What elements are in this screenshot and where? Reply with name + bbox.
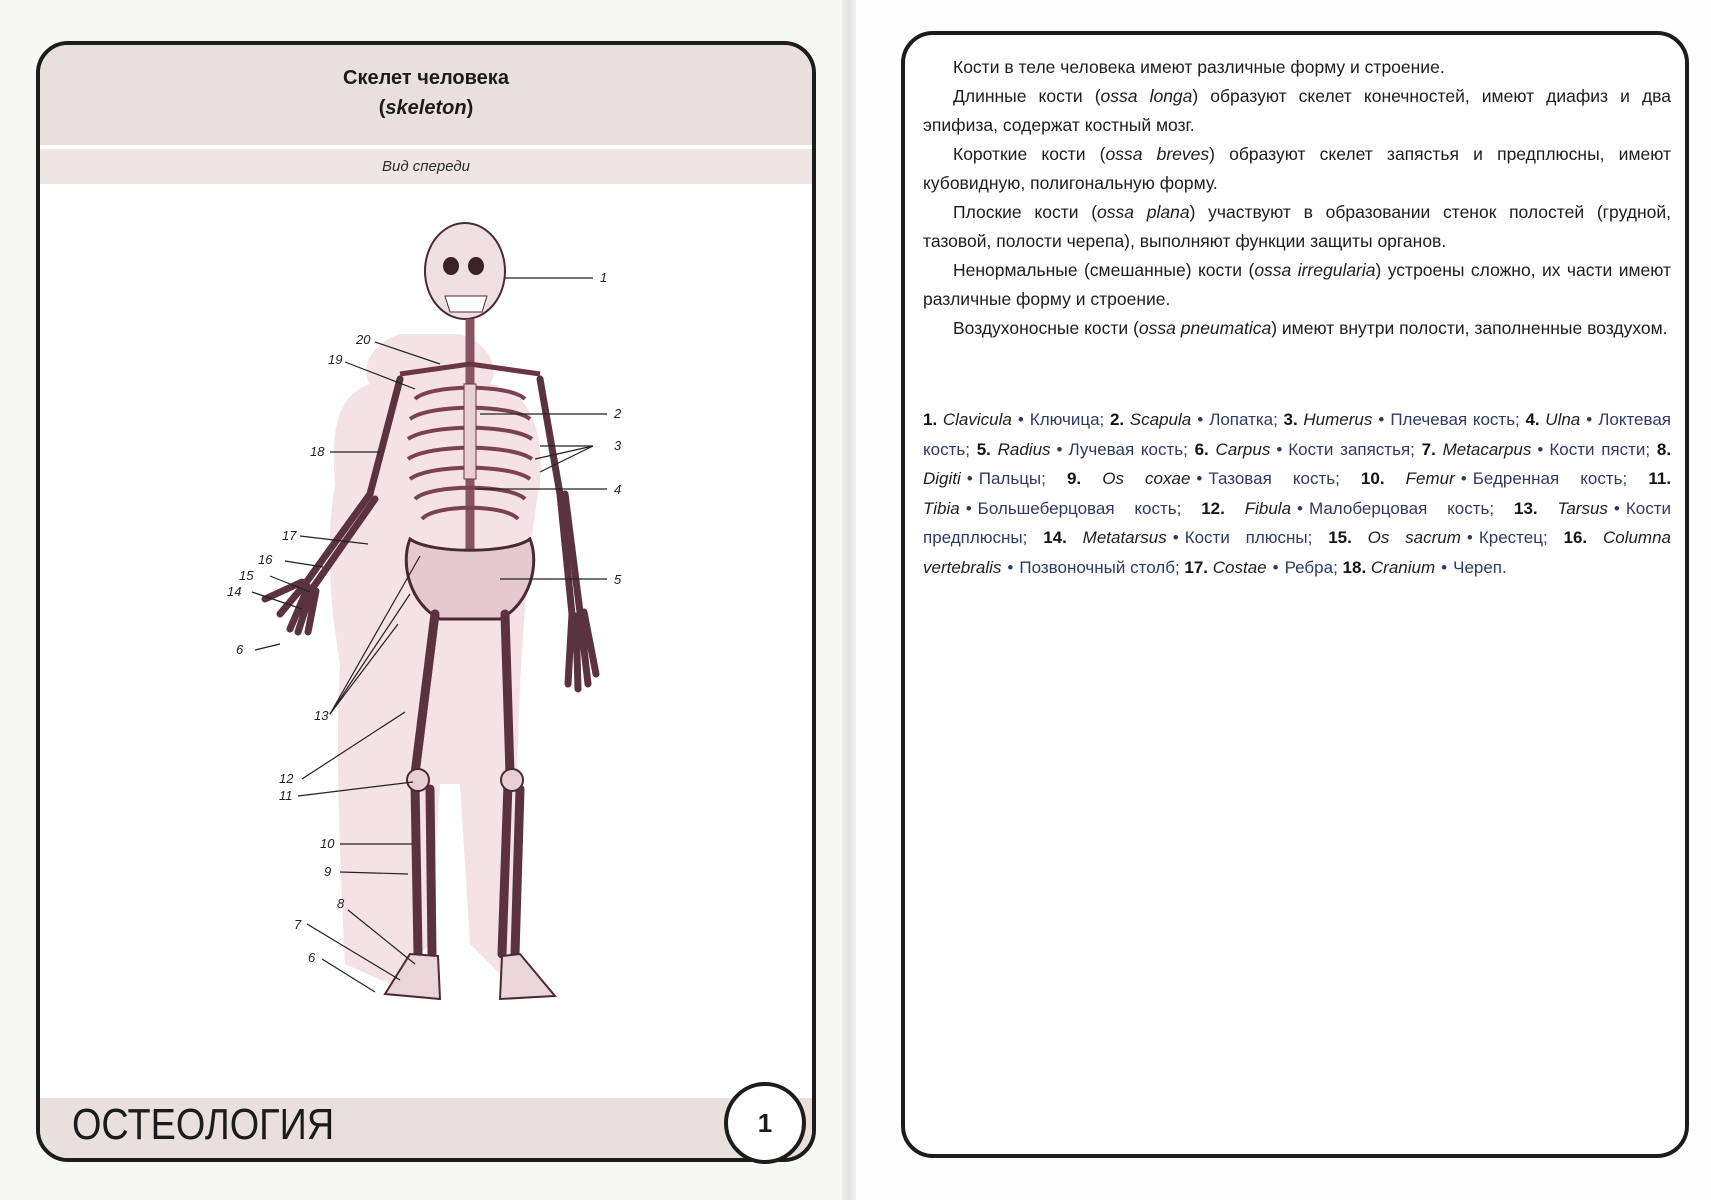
bullet-separator: • <box>965 498 972 518</box>
legend-latin: Os coxae <box>1102 469 1191 488</box>
legend-latin: Humerus <box>1303 410 1373 429</box>
paragraph-text: ) участвуют в образовании стенок полостей (грудной, тазовой, полости черепа), выполняют функции защиты органов. <box>923 202 1671 251</box>
paragraph-text: Ненормальные (смешанные) кости ( <box>953 260 1255 280</box>
fig-label: 12 <box>279 771 294 786</box>
legend-russian: Череп. <box>1453 557 1507 577</box>
legend-number: 2. <box>1109 410 1130 429</box>
legend-russian: Бедренная кость <box>1472 469 1623 488</box>
legend-item <box>1422 440 1646 459</box>
legend-item <box>1343 558 1507 577</box>
card-latin-title: (skeleton) <box>378 97 474 119</box>
bullet-separator: • <box>1196 469 1203 488</box>
legend-latin: Fibula <box>1244 498 1292 518</box>
bullet-separator: • <box>966 469 973 488</box>
legend-latin: Tibia <box>923 498 960 518</box>
legend-russian: Крестец <box>1478 528 1543 547</box>
paragraph-text: Плоские кости ( <box>953 202 1098 222</box>
legend-delimiter: ; <box>1174 557 1185 577</box>
fig-label: 15 <box>239 568 254 583</box>
book-gutter <box>842 0 856 1200</box>
bullet-separator: • <box>1466 528 1473 547</box>
legend-latin: Femur <box>1405 469 1455 488</box>
legend-number: 13. <box>1514 498 1558 518</box>
paragraph-text: Воздухоносные кости ( <box>953 318 1139 338</box>
section-footer <box>40 1098 812 1158</box>
fig-label: 16 <box>258 552 273 567</box>
fig-label: 17 <box>282 528 297 543</box>
legend-number: 12. <box>1201 498 1245 518</box>
legend-number: 7. <box>1421 439 1443 459</box>
legend-russian: Кости плюсны <box>1184 528 1308 547</box>
paragraph-text: ) образуют скелет запястья и предплюсны, имеют кубовидную, полигональную форму. <box>923 144 1671 193</box>
latin-term: ossa pneumatica <box>1138 318 1272 338</box>
legend-latin: Scapula <box>1129 410 1192 429</box>
paragraph-text: ) образуют скелет конечностей, имеют диафиз и два эпифиза, содержат костный мозг. <box>923 86 1671 135</box>
legend-russian: Большеберцовая кость <box>977 498 1177 518</box>
bullet-separator: • <box>1272 557 1279 577</box>
legend-russian: Позвоночный столб <box>1019 557 1175 577</box>
bullet-separator: • <box>1613 498 1620 518</box>
fig-label: 18 <box>310 444 325 459</box>
legend-number: 5. <box>976 439 998 459</box>
legend-item <box>1195 440 1411 459</box>
description-paragraph <box>923 198 1671 256</box>
legend-latin: Metacarpus <box>1442 439 1532 459</box>
jaw <box>445 296 487 312</box>
bullet-separator: • <box>1056 439 1063 459</box>
fig-label: 11 <box>279 788 293 803</box>
fig-label: 2 <box>614 406 622 421</box>
fig-label: 1 <box>600 270 608 285</box>
bullet-separator: • <box>1441 557 1448 577</box>
legend-delimiter: ; <box>1542 528 1564 547</box>
legend-delimiter: ; <box>965 439 977 459</box>
legend-number: 3. <box>1283 410 1304 429</box>
legend-number: 8. <box>1656 439 1672 459</box>
fig-label: 6 <box>236 642 244 657</box>
legend-delimiter: ; <box>1489 498 1514 518</box>
paragraph-text: Длинные кости ( <box>953 86 1101 106</box>
bullet-separator: • <box>1460 469 1467 488</box>
skeleton-card <box>36 41 816 1162</box>
paragraph-text: ) имеют внутри полости, заполненные воздухом. <box>1271 318 1668 338</box>
knee-left <box>501 769 523 791</box>
legend-number: 11. <box>1648 469 1672 488</box>
legend-delimiter: ; <box>1515 410 1526 429</box>
legend-delimiter: ; <box>1176 498 1202 518</box>
bullet-separator: • <box>1007 557 1014 577</box>
card-header <box>40 45 812 145</box>
latin-term: ossa breves <box>1105 144 1210 164</box>
legend-item <box>1361 469 1623 488</box>
legend-delimiter: ; <box>1622 469 1649 488</box>
eye-socket-left <box>443 257 459 275</box>
eye-socket-right <box>468 257 484 275</box>
legend-russian: Ребра <box>1284 557 1334 577</box>
sternum <box>464 384 476 479</box>
view-subheading: Вид спереди <box>40 149 812 184</box>
legend-russian: Тазовая кость <box>1208 469 1336 488</box>
description-text <box>923 53 1671 343</box>
legend-item <box>1067 469 1335 488</box>
fig-label: 4 <box>614 482 622 497</box>
legend-delimiter: ; <box>1335 469 1361 488</box>
legend-delimiter: ; <box>1041 469 1067 488</box>
fig-label: 19 <box>328 352 343 367</box>
legend-russian: Кости запястья <box>1288 439 1411 459</box>
bullet-separator: • <box>1378 410 1385 429</box>
legend-russian: Локтевая кость <box>923 410 1672 459</box>
section-title: ОСТЕОЛОГИЯ <box>72 1100 335 1149</box>
legend-latin: Columna vertebralis <box>923 528 1672 577</box>
legend-latin: Cranium <box>1370 557 1436 577</box>
legend-latin: Costae <box>1212 557 1267 577</box>
paragraph-text: Короткие кости ( <box>953 144 1106 164</box>
bullet-separator: • <box>1586 410 1593 429</box>
legend-number: 16. <box>1563 528 1603 547</box>
legend-delimiter: ; <box>1183 439 1195 459</box>
fig-label: 10 <box>320 836 335 851</box>
legend-number: 14. <box>1043 528 1083 547</box>
latin-term: ossa longa <box>1100 86 1193 106</box>
description-paragraph <box>923 140 1671 198</box>
fig-label: 7 <box>294 917 302 932</box>
legend-latin: Clavicula <box>942 410 1012 429</box>
description-paragraph <box>923 256 1671 314</box>
fig-label: 13 <box>314 708 329 723</box>
legend-russian: Ключица <box>1029 410 1100 429</box>
latin-term: ossa irregularia <box>1254 260 1376 280</box>
bullet-separator: • <box>1276 439 1283 459</box>
legend-latin: Radius <box>997 439 1051 459</box>
legend-number: 9. <box>1066 469 1103 488</box>
legend-latin: Carpus <box>1215 439 1271 459</box>
legend-latin: Metatarsus <box>1082 528 1167 547</box>
legend-latin: Digiti <box>923 469 961 488</box>
latin-title-text: skeleton <box>385 97 467 119</box>
legend-russian: Пальцы <box>978 469 1042 488</box>
fig-label: 5 <box>614 572 622 587</box>
legend-item <box>923 410 1100 429</box>
paragraph-text: ) устроены сложно, их части имеют различные форму и строение. <box>923 260 1671 309</box>
legend-number: 6. <box>1194 439 1216 459</box>
legend-delimiter: ; <box>1410 439 1422 459</box>
paragraph-text: Кости в теле человека имеют различные форму и строение. <box>953 57 1445 77</box>
knee-right <box>407 769 429 791</box>
legend-item <box>977 440 1183 459</box>
description-paragraph <box>923 82 1671 140</box>
fig-label: 9 <box>324 864 332 879</box>
legend-number: 18. <box>1342 557 1371 577</box>
fig-label: 6 <box>308 950 316 965</box>
legend-number: 10. <box>1360 469 1406 488</box>
legend-russian: Кости предплюсны <box>923 498 1671 547</box>
fig-label: 14 <box>227 584 242 599</box>
legend-number: 1. <box>923 410 943 429</box>
legend-item <box>1043 528 1307 547</box>
legend-delimiter: ; <box>1645 439 1657 459</box>
bullet-separator: • <box>1017 410 1024 429</box>
description-card <box>901 31 1689 1158</box>
legend-russian: Малоберцовая кость <box>1308 498 1490 518</box>
legend-delimiter: ; <box>1022 528 1044 547</box>
legend-number: 17. <box>1184 557 1213 577</box>
legend-russian: Лучевая кость <box>1068 439 1184 459</box>
legend-latin: Os sacrum <box>1367 528 1461 547</box>
bullet-separator: • <box>1172 528 1179 547</box>
bone-legend <box>923 405 1671 582</box>
legend-delimiter: ; <box>1307 528 1329 547</box>
skeleton-figure <box>40 184 812 1104</box>
legend-item <box>1284 410 1516 429</box>
description-paragraph <box>923 314 1671 343</box>
bullet-separator: • <box>1197 410 1204 429</box>
legend-delimiter: ; <box>1273 410 1284 429</box>
legend-number: 15. <box>1328 528 1368 547</box>
fig-label: 8 <box>337 896 345 911</box>
legend-item <box>1328 528 1543 547</box>
arm-left <box>540 379 596 689</box>
card-title: Скелет человека <box>343 67 509 89</box>
description-paragraph <box>923 53 1671 82</box>
legend-item <box>1110 410 1273 429</box>
legend-russian: Кости пясти <box>1549 439 1646 459</box>
legend-russian: Лопатка <box>1209 410 1274 429</box>
fig-label: 20 <box>356 332 371 347</box>
page-number-badge: 1 <box>724 1082 806 1164</box>
fig-label: 3 <box>614 438 622 453</box>
legend-latin: Tarsus <box>1557 498 1608 518</box>
bullet-separator: • <box>1537 439 1544 459</box>
legend-latin: Ulna <box>1545 410 1581 429</box>
legend-delimiter: ; <box>1099 410 1110 429</box>
legend-delimiter: ; <box>1333 557 1343 577</box>
bullet-separator: • <box>1297 498 1303 518</box>
legend-number: 4. <box>1525 410 1546 429</box>
latin-term: ossa plana <box>1097 202 1190 222</box>
legend-item <box>1184 558 1333 577</box>
legend-item <box>1201 499 1489 518</box>
foot-left <box>500 954 555 999</box>
legend-russian: Плечевая кость <box>1390 410 1516 429</box>
